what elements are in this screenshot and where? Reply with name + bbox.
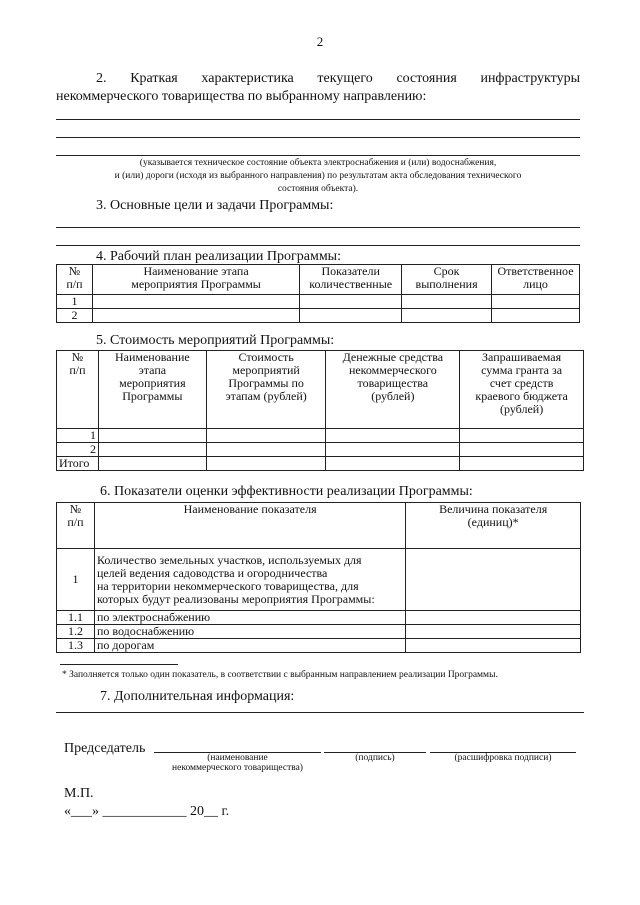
table-cell[interactable]: [406, 611, 581, 625]
page-number: 2: [316, 34, 324, 49]
col-header-indicator-value: Величина показателя (единиц)*: [406, 503, 581, 549]
stamp-label: М.П.: [64, 786, 94, 801]
table-row: [57, 309, 580, 323]
date-quote-close: »: [92, 804, 99, 819]
table-cell[interactable]: [206, 457, 326, 471]
section6-heading: 6. Показатели оценки эффективности реализации Программы:: [100, 484, 473, 499]
chairman-label: Председатель: [64, 741, 146, 756]
section5-heading: 5. Стоимость мероприятий Программы:: [96, 333, 335, 348]
indicator-name: по дорогам: [94, 639, 405, 653]
col-header-stage-cost: Стоимость мероприятий Программы по этапам (рублей): [206, 351, 326, 429]
indicator-name: по электроснабжению: [94, 611, 405, 625]
table-cell[interactable]: [492, 309, 580, 323]
col-header-stage-name: Наименование этапа мероприятия Программы: [92, 265, 299, 295]
section7-heading: 7. Дополнительная информация:: [100, 689, 295, 704]
table-cell[interactable]: [402, 295, 492, 309]
table-cell[interactable]: [406, 639, 581, 653]
section2-heading: 2. Краткая характеристика текущего состояния инфраструктуры некоммерческого товарищества по выбранному направлению:: [56, 71, 580, 104]
note-line: (указывается техническое состояние объекта электроснабжения и (или) водоснабжения,: [139, 158, 497, 168]
table-cell[interactable]: [406, 549, 581, 611]
indicators-table: [56, 502, 581, 653]
table-cell[interactable]: [206, 443, 326, 457]
note-line: состояния объекта).: [277, 184, 359, 194]
org-name-caption: (наименование некоммерческого товарищества): [172, 753, 303, 773]
indicator-name: Количество земельных участков, используемых для целей ведения садоводства и огородничества на территории некоммерческого товарищества, для которых будут реализованы мероприятия Программы:: [94, 549, 405, 611]
col-header-stage-name: Наименование этапа мероприятия Программы: [98, 351, 206, 429]
table-row: [57, 611, 581, 625]
table-cell[interactable]: [326, 443, 460, 457]
table-cell[interactable]: [300, 295, 402, 309]
section2-note: [56, 157, 580, 196]
table-cell[interactable]: [492, 295, 580, 309]
fill-line: [56, 227, 580, 228]
footnote-divider: [60, 664, 178, 665]
row-number: 2: [57, 443, 99, 457]
section3-heading: 3. Основные цели и задачи Программы:: [96, 198, 334, 213]
col-header-number: № п/п: [57, 503, 95, 549]
col-header-indicators: Показатели количественные: [300, 265, 402, 295]
table-cell[interactable]: [92, 309, 299, 323]
col-header-deadline: Срок выполнения: [402, 265, 492, 295]
col-header-grant-amount: Запрашиваемая сумма гранта за счет средств краевого бюджета (рублей): [460, 351, 584, 429]
table-cell[interactable]: [460, 457, 584, 471]
table-cell[interactable]: [402, 309, 492, 323]
col-header-indicator-name: Наименование показателя: [94, 503, 405, 549]
table-cell[interactable]: [98, 429, 206, 443]
table-row: [57, 443, 584, 457]
table-cell[interactable]: [326, 457, 460, 471]
col-header-number: № п/п: [57, 265, 93, 295]
table-cell[interactable]: [460, 429, 584, 443]
table-cell[interactable]: [92, 295, 299, 309]
table-row: [57, 549, 581, 611]
row-total-label: Итого: [57, 457, 99, 471]
row-number: 1: [57, 549, 95, 611]
row-number: 1.3: [57, 639, 95, 653]
fill-line: [56, 119, 580, 120]
table-row: [57, 625, 581, 639]
footnote: * Заполняется только один показатель, в соответствии с выбранным направлением реализации Программы.: [62, 670, 498, 680]
col-header-responsible: Ответственное лицо: [492, 265, 580, 295]
note-line: и (или) дороги (исходя из выбранного направления) по результатам акта обследования технического: [114, 171, 522, 181]
col-header-number: № п/п: [57, 351, 99, 429]
col-header-own-funds: Денежные средства некоммерческого товарищества (рублей): [326, 351, 460, 429]
date-day-blank[interactable]: ___: [71, 804, 92, 819]
fill-line: [56, 137, 580, 138]
date-quote-open: «: [64, 804, 71, 819]
row-number: 1: [57, 429, 99, 443]
date-line: [64, 803, 229, 821]
date-month-blank[interactable]: ____________: [102, 804, 187, 819]
fill-line: [56, 712, 584, 713]
table-row: [57, 295, 580, 309]
table-cell[interactable]: [300, 309, 402, 323]
row-number: 1.2: [57, 625, 95, 639]
table-row-total: [57, 457, 584, 471]
table-cell[interactable]: [98, 457, 206, 471]
fill-line: [56, 155, 580, 156]
table-cell[interactable]: [406, 625, 581, 639]
date-year: 20__ г.: [190, 804, 230, 819]
signature-caption: (подпись): [355, 753, 395, 763]
table-cell[interactable]: [326, 429, 460, 443]
table-cell[interactable]: [98, 443, 206, 457]
fill-line: [56, 245, 580, 246]
row-number: 2: [57, 309, 93, 323]
work-plan-table: [56, 264, 580, 323]
table-row: [57, 429, 584, 443]
table-cell[interactable]: [460, 443, 584, 457]
row-number: 1: [57, 295, 93, 309]
table-row: [57, 639, 581, 653]
row-number: 1.1: [57, 611, 95, 625]
section4-heading: 4. Рабочий план реализации Программы:: [96, 249, 341, 264]
cost-table: [56, 350, 584, 471]
table-cell[interactable]: [206, 429, 326, 443]
indicator-name: по водоснабжению: [94, 625, 405, 639]
decode-caption: (расшифровка подписи): [454, 753, 552, 763]
